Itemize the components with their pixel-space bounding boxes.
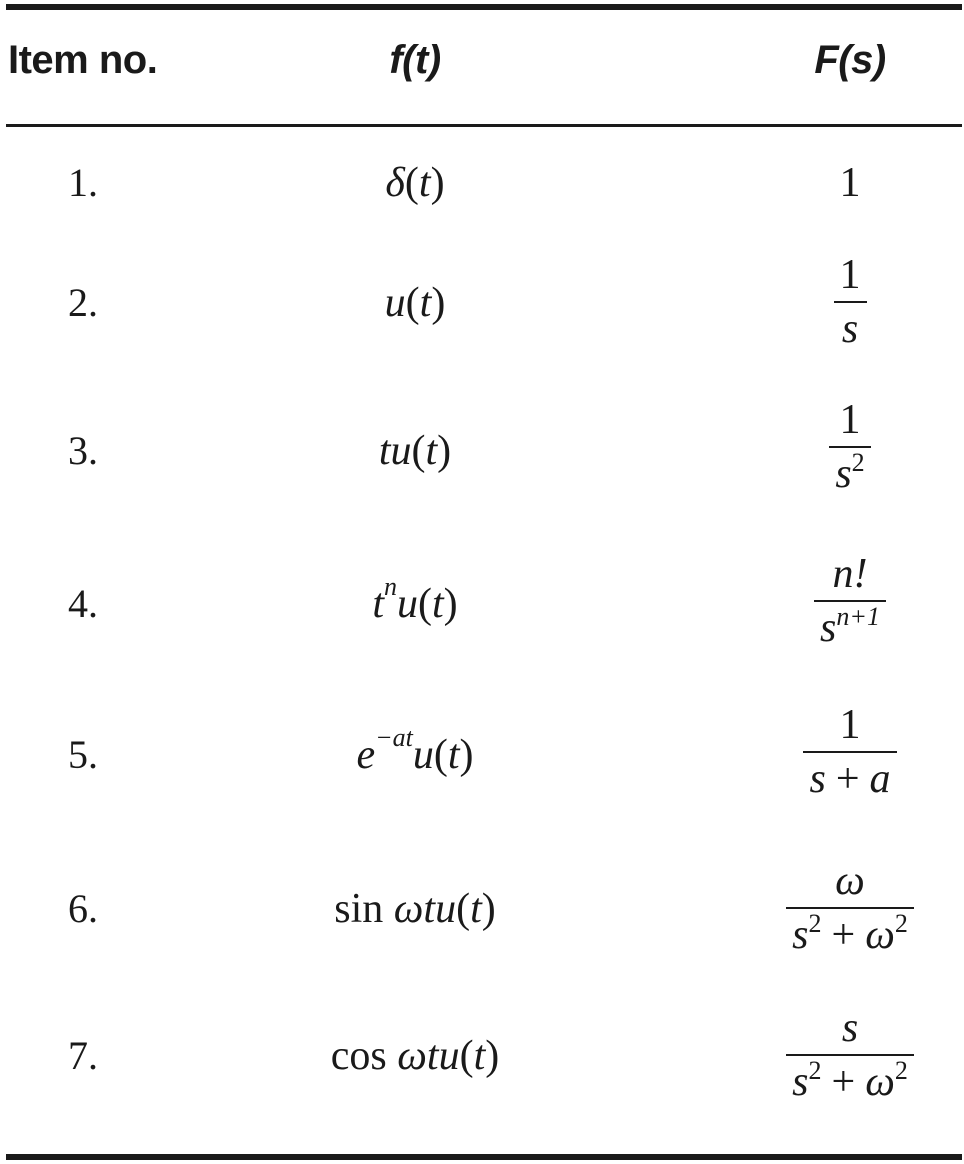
table-top-rule [6,4,962,10]
power-base: t [372,581,384,627]
function-argument: t [447,732,460,778]
numerator: ω [835,858,865,904]
denominator [814,602,886,651]
function-name: ωtu [397,1033,460,1079]
denominator-base: s [820,605,837,651]
numerator: 1 [839,702,861,748]
denominator [786,909,914,958]
time-function: sin ωtu(t) [334,886,496,932]
laplace-transform [735,398,964,496]
time-function: cos ωtu(t) [330,1033,500,1079]
item-number: 7. [68,1033,98,1078]
item-number: 3. [68,428,98,473]
denominator-term-b: a [869,756,891,802]
denominator-base: s [835,451,852,497]
power-exponent: n [384,572,397,601]
function-argument: t [425,428,438,474]
header-F-of-s: F(s) [814,38,886,82]
function-name: tu [378,428,412,474]
time-function: tu(t) [378,428,452,474]
time-function: u(t) [384,280,446,326]
item-number: 4. [68,581,98,626]
numerator: s [841,1005,859,1051]
denominator-term-a-exponent: 2 [808,909,822,938]
laplace-transform: 1 [839,160,861,206]
item-number: 6. [68,886,98,931]
function-argument: t [418,160,431,206]
denominator-term-a: s [809,756,826,802]
function-argument: t [470,886,482,932]
laplace-transform [735,253,964,351]
function-argument: t [419,280,432,326]
function-name: u [384,280,406,326]
trig-function: cos [330,1033,387,1079]
numerator: n! [832,551,868,597]
function-name: u [412,732,434,778]
denominator-term-a: s [792,912,809,958]
laplace-transform [735,859,964,957]
laplace-transform [735,1006,964,1104]
time-function: δ(t) [385,160,445,206]
denominator [829,448,870,497]
denominator-exponent: 2 [851,448,865,477]
numerator: 1 [839,252,861,298]
table-header-rule [6,124,962,127]
denominator-term-b: ω [865,1059,895,1105]
denominator: s [841,306,859,352]
table-bottom-rule [6,1154,962,1160]
denominator-exponent: n+1 [836,602,880,631]
fraction-bar [834,301,867,303]
item-number: 2. [68,280,98,325]
function-argument: t [432,581,444,627]
plus-operator: + [831,912,856,958]
denominator-term-b-exponent: 2 [894,1056,908,1085]
time-function: $e^{-at}u(t)$ [356,723,474,778]
item-number: 5. [68,732,98,777]
plus-operator: + [831,1059,856,1105]
denominator-term-a-exponent: 2 [808,1056,822,1085]
denominator-term-a: s [792,1059,809,1105]
denominator-term-b-exponent: 2 [894,909,908,938]
denominator [786,1056,914,1105]
power-exponent: −at [375,723,413,752]
header-f-of-t: f(t) [389,38,441,82]
time-function: $t^nu(t)$ [372,572,458,627]
function-argument: t [473,1033,486,1079]
item-number: 1. [68,160,98,205]
denominator [803,757,896,801]
function-name: ωtu [393,886,457,932]
laplace-transform [735,552,964,650]
plus-operator: + [835,756,860,802]
laplace-transform [735,703,964,801]
function-name: u [397,581,418,627]
header-item-no: Item no. [8,38,158,82]
function-name: δ [385,160,405,206]
trig-function: sin [334,886,384,932]
power-base: e [356,732,376,778]
fraction-bar [803,751,896,753]
denominator-term-b: ω [865,912,895,958]
numerator: 1 [839,397,861,443]
